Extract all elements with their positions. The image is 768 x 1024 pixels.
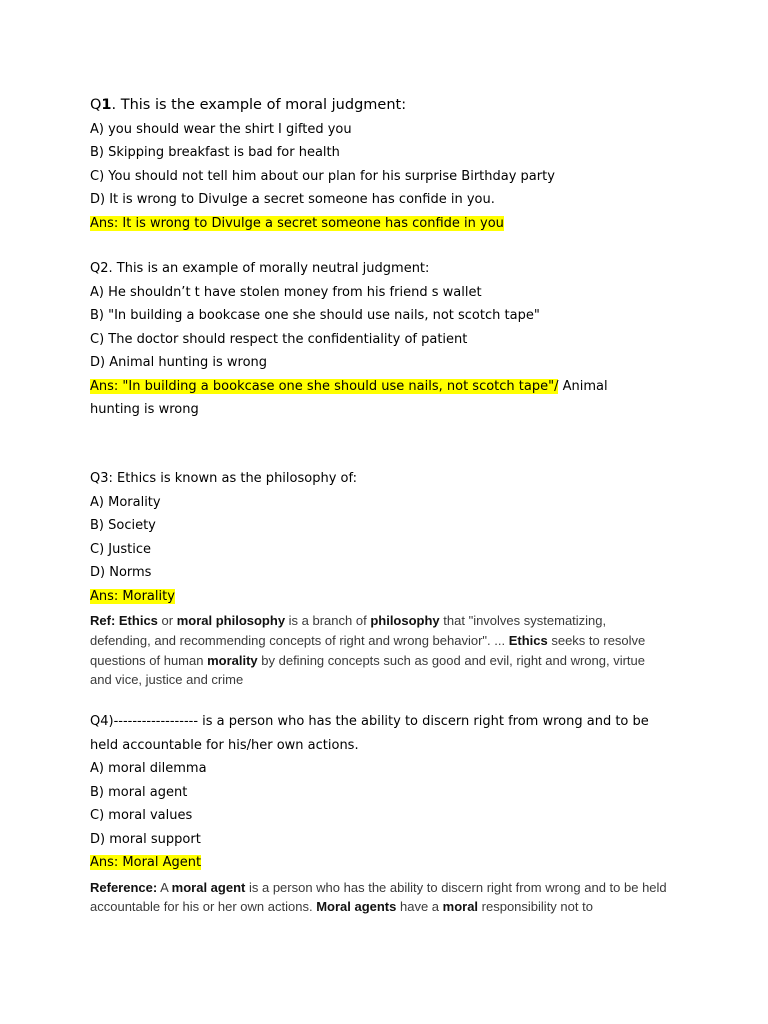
question-1-option-a: A) you should wear the shirt I gifted you [90, 121, 352, 137]
question-1-option-c: C) You should not tell him about our plan for his surprise Birthday party [90, 168, 555, 184]
question-1 [90, 94, 690, 235]
question-2-option-b: B) "In building a bookcase one she should use nails, not scotch tape" [90, 308, 540, 323]
question-3-option-a: A) Morality [90, 494, 161, 510]
question-4-option-c: C) moral values [90, 808, 193, 823]
question-2-option-d: D) Animal hunting is wrong [90, 355, 268, 370]
question-1-answer: Ans: It is wrong to Divulge a secret someone has confide in you [90, 215, 504, 231]
question-3-option-d: D) Norms [90, 565, 152, 580]
question-3-answer: Ans: Morality [90, 588, 175, 604]
question-4-option-d: D) moral support [90, 831, 201, 847]
question-2 [90, 257, 690, 422]
question-4-reference: Reference: A moral agent is a person who has the ability to discern right from wrong and to be held accountable for his or her own actions. Moral agents have a moral responsibility not to [90, 879, 667, 915]
question-2-title: Q2. This is an example of morally neutral judgment: [90, 261, 430, 276]
question-3-option-b: B) Society [90, 518, 156, 533]
question-3-option-c: C) Justice [90, 541, 151, 557]
question-2-answer: Ans: "In building a bookcase one she should use nails, not scotch tape"/ Animal hunting is wrong [90, 378, 608, 417]
question-4-answer: Ans: Moral Agent [90, 855, 202, 870]
question-2-option-c: C) The doctor should respect the confidentiality of patient [90, 331, 468, 347]
question-4-title: Q4)------------------ is a person who has the ability to discern right from wrong and to be held accountable for his/her own actions. [90, 714, 649, 753]
question-3 [90, 467, 690, 690]
question-4 [90, 710, 690, 917]
question-3-title: Q3: Ethics is known as the philosophy of: [90, 471, 357, 486]
question-3-reference: Ref: Ethics or moral philosophy is a branch of philosophy that "involves systematizing, defending, and recommending concepts of right and wrong behavior". ... Ethics seeks to resolve questions of human morality by defining concepts such as good and evil, right and wrong, virtue and vice, justice and crime [90, 613, 646, 688]
question-1-option-b: B) Skipping breakfast is bad for health [90, 145, 340, 160]
question-1-title: Q1. This is the example of moral judgment: [90, 97, 407, 113]
question-1-option-d: D) It is wrong to Divulge a secret someone has confide in you. [90, 192, 495, 207]
question-4-option-a: A) moral dilemma [90, 761, 207, 776]
question-2-option-a: A) He shouldn’t t have stolen money from his friend s wallet [90, 284, 482, 300]
question-4-option-b: B) moral agent [90, 784, 188, 800]
